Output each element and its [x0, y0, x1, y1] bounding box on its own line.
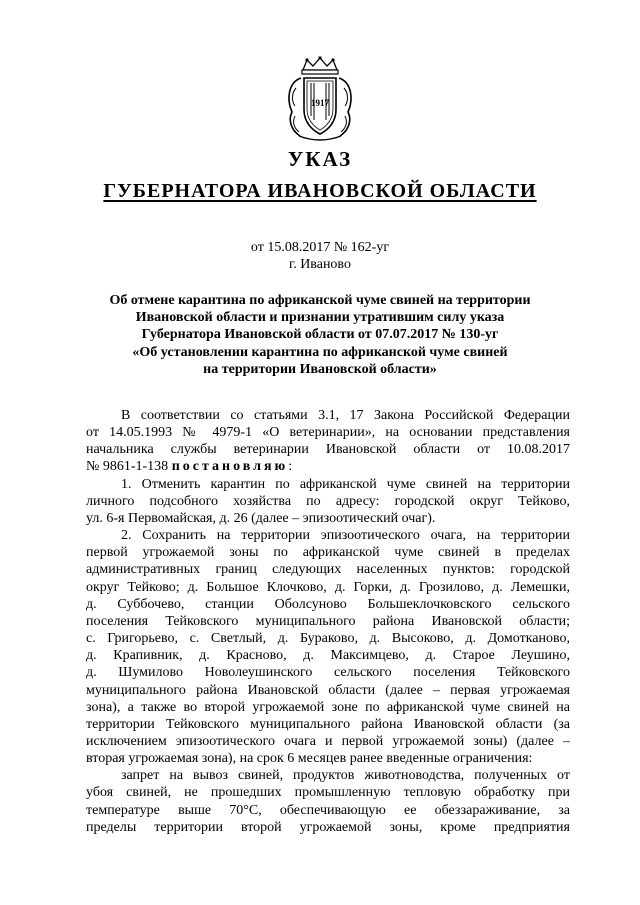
clause-2-line: исключением эпизоотического очага и первой угрожаемой зоны) (далее –: [86, 733, 570, 749]
subject-line: Губернатора Ивановской области от 07.07.2017 № 130-уг: [141, 327, 499, 343]
clause-2-line: округ Тейково; д. Большое Клочково, д. Горки, д. Грозилово, д. Лемешки,: [86, 579, 570, 595]
body-intro-line: от 14.05.1993 № 4979-1 «О ветеринарии», на основании представления: [86, 425, 570, 441]
clause-2-line: поселения Тейковского муниципального района Ивановской области;: [86, 613, 570, 629]
subject-line: «Об установлении карантина по африканской чуме свиней: [132, 344, 508, 360]
document-date-number: от 15.08.2017 № 162-уг: [250, 240, 390, 255]
subject-line: Об отмене карантина по африканской чуме свиней на территории: [109, 293, 531, 308]
decree-keyword-colon: :: [288, 459, 293, 475]
clause-2-restriction-line: запрет на вывоз свиней, продуктов животноводства, полученных от: [121, 768, 570, 784]
subject-line: на территории Ивановской области»: [203, 361, 437, 377]
body-intro-line: начальника службы ветеринарии Ивановской области от 10.08.2017: [86, 442, 570, 458]
clause-2-line: вторая угрожаемая зона), на срок 6 месяцев ранее введенные ограничения:: [86, 751, 533, 767]
subject-line: Ивановской области и признании утратившим силу указа: [135, 310, 505, 326]
clause-2-line: первой угрожаемой зоны по африканской чуме свиней в пределах: [86, 545, 570, 561]
decree-keyword: постановляю: [171, 459, 289, 475]
clause-1-line: личного подсобного хозяйства по адресу: городской округ Тейково,: [86, 493, 570, 509]
ivanovo-coat-of-arms-icon: [283, 56, 357, 142]
clause-2-line: 2. Сохранить на территории эпизоотического очага, на территории: [121, 528, 570, 544]
emblem-date-text: 1917: [311, 98, 329, 108]
clause-2-line: д. Шумилово Новолеушинского сельского поселения Тейковского: [86, 665, 570, 681]
document-subject: [90, 292, 550, 378]
clause-1-line: 1. Отменить карантин по африканской чуме свиней на территории: [121, 476, 570, 492]
clause-2-line: территории Тейковского муниципального района Ивановской области (за: [86, 716, 570, 732]
clause-2-line: д. Крапивник, д. Красново, д. Максимцево, д. Старое Леушино,: [86, 648, 570, 664]
clause-2-restriction-line: температуре выше 70°С, обеспечивающую ее обеззараживание, за: [86, 802, 570, 818]
clause-2-line: д. Суббочево, станции Оболсуново Большеклочковского сельского: [86, 596, 570, 612]
intro-order-number: № 9861-1-138: [86, 459, 172, 475]
clause-2-line: муниципального района Ивановской области (далее – первая угрожаемая: [86, 682, 570, 698]
document-city: г. Иваново: [289, 257, 351, 272]
document-title: УКАЗ: [287, 147, 353, 171]
clause-2-line: с. Григорьево, с. Светлый, д. Бураково, д. Высоково, д. Домотканово,: [86, 631, 570, 647]
clause-2-restriction-line: убоя свиней, не прошедших промышленную тепловую обработку при: [86, 785, 570, 801]
clause-1-line: ул. 6-я Первомайская, д. 26 (далее – эпизоотический очаг).: [86, 510, 436, 526]
document-subtitle: [0, 180, 640, 203]
body-intro-line: [86, 458, 570, 475]
clause-2-line: зона), а также во второй угрожаемой зоне по африканской чуме свиней на: [86, 699, 570, 715]
clause-2-line: административных границ следующих населенных пунктов: городской: [86, 562, 570, 578]
body-intro-line: В соответствии со статьями 3.1, 17 Закона Российской Федерации: [121, 408, 570, 423]
document-body: [86, 407, 570, 836]
clause-2-restriction-line: пределы территории второй угрожаемой зоны, кроме предприятия: [86, 819, 570, 835]
document-subtitle-text: ГУБЕРНАТОРА ИВАНОВСКОЙ ОБЛАСТИ: [103, 180, 537, 202]
